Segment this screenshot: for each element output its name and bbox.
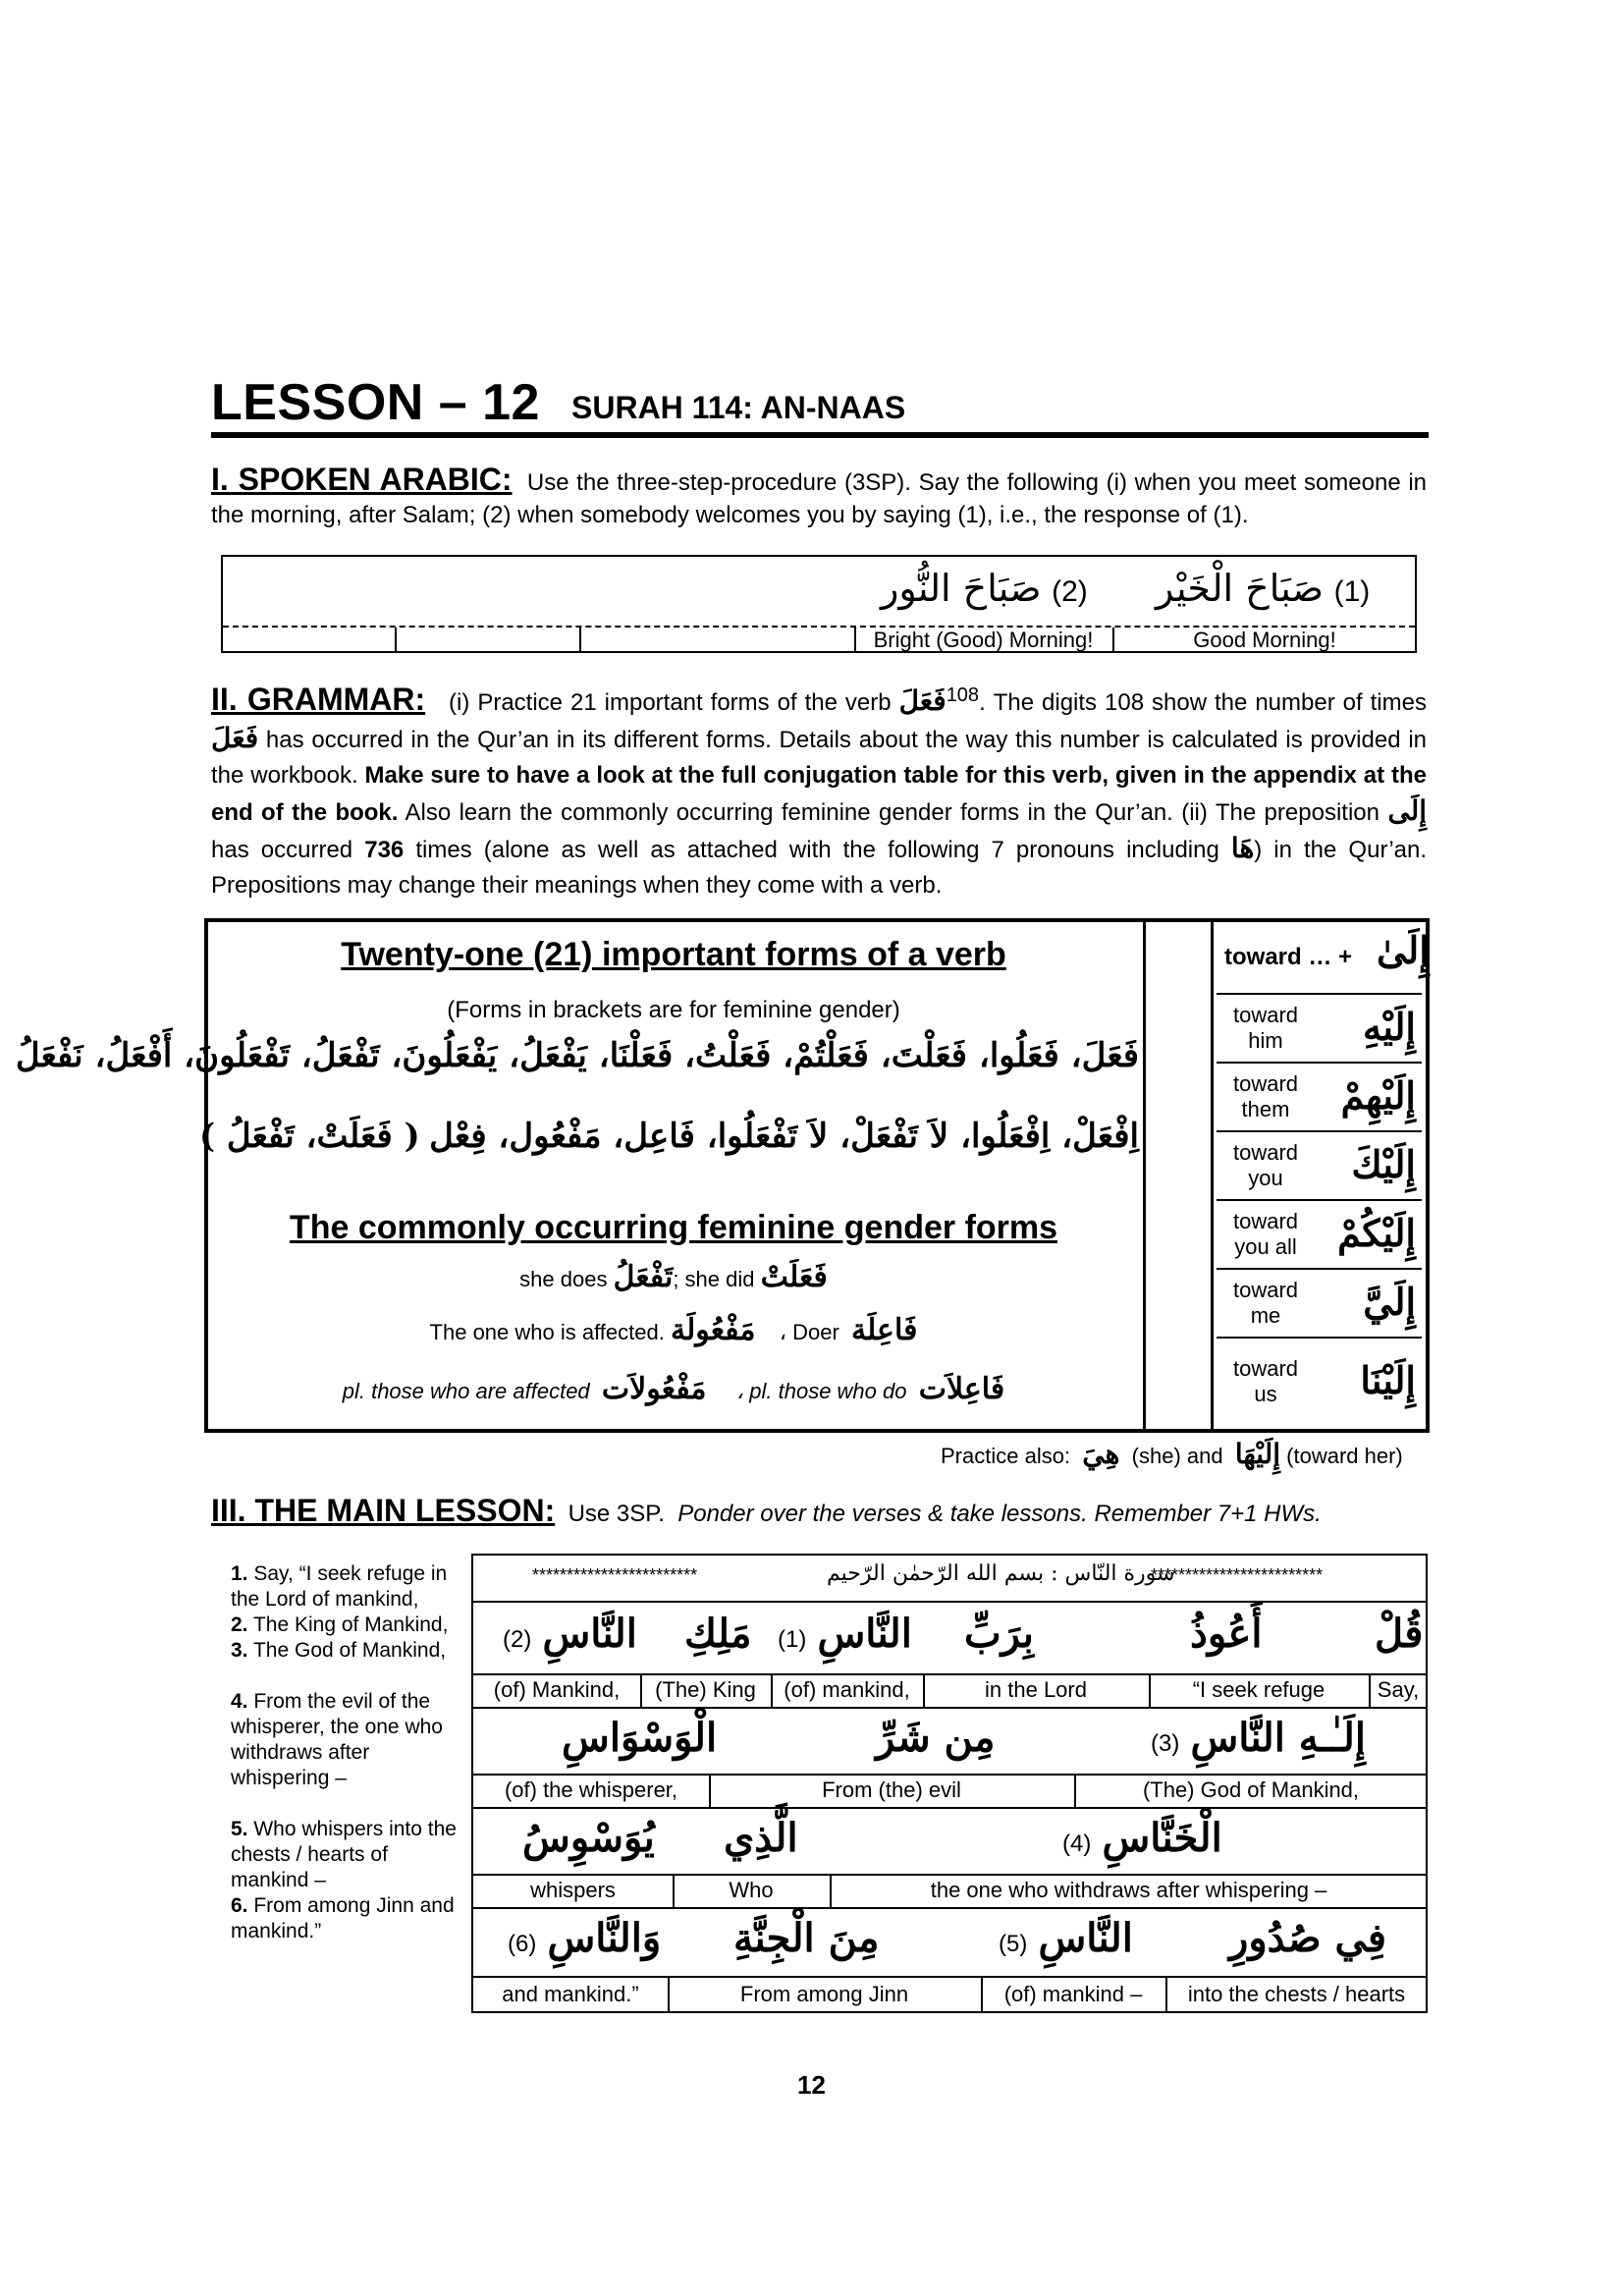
- prep-head-arabic: إِلَىٰ: [1377, 928, 1430, 972]
- lesson-title: LESSON – 12: [211, 374, 540, 431]
- verse-translation: Who: [729, 1878, 774, 1902]
- prep-arabic: إِلَيْنَا: [1360, 1358, 1416, 1402]
- verse-word: يُوَسْوِسُ: [522, 1815, 655, 1861]
- verse-translation: From (the) evil: [822, 1777, 961, 1802]
- prep-row-you-all: [1217, 1199, 1422, 1270]
- practice-she: (she) and: [1131, 1444, 1223, 1468]
- verse-word-numbered: (4) الْخَنَّاسِ: [1062, 1815, 1222, 1861]
- prep-arabic: إِلَيْهِمْ: [1340, 1073, 1416, 1118]
- practice-label: Practice also:: [941, 1444, 1071, 1468]
- pl-affected-arabic: مَفْعُولاَت: [601, 1372, 707, 1406]
- spoken-arabic-paragraph: [211, 464, 1427, 531]
- note-item: 4. From the evil of the whisperer, the one who withdraws after whispering –: [231, 1690, 443, 1789]
- box-divider: [1211, 922, 1214, 1429]
- verse-translation: in the Lord: [985, 1677, 1087, 1702]
- greeting-1-number: (1): [1333, 575, 1371, 608]
- verb-forms-box: [15, 918, 1430, 1433]
- greeting-2-arabic: صَبَاحَ النُّور: [881, 567, 1042, 610]
- note-item: 5. Who whispers into the chests / hearts of mankind –: [231, 1818, 457, 1891]
- verse-header-arabic: سورة النّاس : بسم الله الرّحمٰن الرّحيم: [827, 1561, 1175, 1586]
- grammar-heading: II. GRAMMAR:: [211, 682, 426, 717]
- prep-arabic: إِلَيْهِ: [1363, 1005, 1416, 1049]
- verse-translation: (of) the whisperer,: [504, 1777, 678, 1802]
- verse-header-stars-right: *************************: [1151, 1565, 1324, 1585]
- verse-word: مَلِكِ: [684, 1611, 752, 1657]
- note-item: 2. The King of Mankind,: [231, 1613, 449, 1636]
- pronoun-ha: هَا: [1230, 832, 1255, 864]
- spoken-arabic-table: [221, 555, 1417, 653]
- verse-header-stars-left: ************************: [532, 1565, 698, 1585]
- she-did-arabic: فَعَلَتْ: [760, 1260, 828, 1294]
- verse-word: أَعُوذُ: [1190, 1611, 1263, 1657]
- verse-word-numbered: (6) وَالنَّاسِ: [508, 1915, 662, 1961]
- verse-translation: and mankind.”: [502, 1982, 639, 2006]
- verse-translation: into the chests / hearts: [1187, 1982, 1406, 2006]
- verse-translation: the one who withdraws after whispering –: [930, 1878, 1327, 1902]
- verb-count: 108: [946, 684, 980, 706]
- prep-english: toward us: [1232, 1356, 1299, 1406]
- greeting-2-number: (2): [1052, 575, 1088, 608]
- header-rule: [211, 432, 1429, 438]
- affected-label: The one who is affected.: [429, 1320, 665, 1344]
- prep-arabic: إِلَيَّ: [1363, 1280, 1416, 1324]
- practice-toward-her: (toward her): [1286, 1444, 1403, 1468]
- table-line: [473, 1601, 1426, 1603]
- she-did-label: ; she did: [673, 1267, 755, 1291]
- pl-doer-label: ، pl. those who do: [736, 1379, 907, 1403]
- greeting-1-english: Good Morning!: [1193, 628, 1336, 652]
- prep-row-us: [1217, 1337, 1422, 1431]
- feminine-row-2: [208, 1313, 1139, 1347]
- verb-forms-title: Twenty-one (21) important forms of a verb: [341, 936, 1006, 973]
- prep-row-them: [1217, 1062, 1422, 1132]
- practice-hiya: هِيَ: [1082, 1438, 1120, 1470]
- verse-translation: whispers: [530, 1878, 616, 1902]
- prep-head-english: toward … +: [1224, 944, 1353, 970]
- verb-forms-line-2: [198, 1117, 1139, 1156]
- grammar-text-7: ) in the Qur’an. Prepositions may change their meanings when they come with a verb.: [211, 837, 1428, 899]
- feminine-row-1: [208, 1260, 1139, 1294]
- verse-word-numbered: (3) إِلَـٰـهِ النَّاسِ: [1151, 1715, 1366, 1761]
- greeting-1: [1156, 567, 1370, 611]
- spoken-arabic-heading: I. SPOKEN ARABIC:: [211, 462, 513, 497]
- verb-forms-subtitle: (Forms in brackets are for feminine gender): [447, 997, 900, 1023]
- verse-translation: (of) Mankind,: [493, 1677, 621, 1702]
- grammar-text-1: (i) Practice 21 important forms of the verb: [449, 689, 892, 716]
- note-item: 1. Say, “I seek refuge in the Lord of mankind,: [231, 1562, 448, 1611]
- verb-forms-line-2-feminine: ( فَعَلَتْ، تَفْعَلُ ): [198, 1117, 420, 1156]
- note-item: 6. From among Jinn and mankind.”: [231, 1894, 455, 1942]
- verse-word: مِن شَرِّ: [876, 1715, 996, 1761]
- grammar-text-4: Also learn the commonly occurring feminine gender forms in the Qur’an. (ii) The preposition: [405, 799, 1380, 826]
- verse-translation: Say,: [1377, 1677, 1420, 1702]
- verses-table: [471, 1554, 1428, 2013]
- prep-english: toward them: [1232, 1071, 1299, 1121]
- translation-notes: [231, 1561, 459, 1944]
- table-line: [473, 1976, 1426, 1978]
- greeting-1-arabic: صَبَاحَ الْخَيْر: [1156, 567, 1325, 610]
- verb-forms-line-1: فَعَلَ، فَعَلُوا، فَعَلْتَ، فَعَلْتُمْ، فَعَلْتُ، فَعَلْنَا، يَفْعَلُ، يَفْعَلُونَ، تَفْعَلُ، تَفْعَلُونَ، أَفْعَلُ، نَفْعَلُ: [15, 1036, 1139, 1075]
- prep-row-you: [1217, 1130, 1422, 1201]
- main-lesson-heading: III. THE MAIN LESSON:: [211, 1493, 556, 1528]
- verse-word-numbered: (1) النَّاسِ: [778, 1611, 912, 1657]
- table-divider: [395, 628, 397, 651]
- table-divider: [579, 628, 581, 651]
- verse-word-numbered: (5) النَّاسِ: [999, 1915, 1133, 1961]
- grammar-text-3: has occurred in the Qur’an in its different forms. Details about the way this number is calculated is provided in the workbook.: [211, 727, 1427, 789]
- she-does-arabic: تَفْعَلُ: [613, 1260, 674, 1294]
- prep-row-me: [1217, 1268, 1422, 1339]
- surah-title: SURAH 114: AN-NAAS: [571, 390, 906, 425]
- verse-word: الَّذِي: [724, 1815, 798, 1861]
- doer-arabic: فَاعِلَة: [851, 1313, 918, 1347]
- table-line: [473, 1707, 1426, 1709]
- verse-word: مِنَ الْجِنَّةِ: [733, 1915, 880, 1961]
- prep-row-him: [1217, 993, 1422, 1064]
- verse-word: الْوَسْوَاسِ: [562, 1715, 718, 1761]
- verse-word: فِي صُدُورِ: [1229, 1915, 1386, 1961]
- verb-fa3ala-inline: فَعَلَ: [211, 722, 259, 754]
- prep-english: toward you: [1232, 1140, 1299, 1190]
- prep-arabic: إِلَيْكَ: [1351, 1142, 1416, 1186]
- greeting-2: [881, 567, 1088, 611]
- grammar-text-6: times (alone as well as attached with the following 7 pronouns including: [415, 837, 1219, 863]
- feminine-row-3: [208, 1372, 1139, 1406]
- prep-english: toward you all: [1232, 1209, 1299, 1259]
- table-line: [473, 1807, 1426, 1809]
- verse-translation: (of) mankind –: [1003, 1982, 1143, 2006]
- preposition-ila: إِلَى: [1387, 794, 1428, 827]
- main-lesson-paragraph: [211, 1493, 1322, 1529]
- verse-translation: (The) God of Mankind,: [1142, 1777, 1360, 1802]
- preposition-count: 736: [364, 837, 405, 863]
- verse-translation: (of) mankind,: [784, 1677, 910, 1702]
- verb-forms-line-2-main: اِفْعَلْ، اِفْعَلُوا، لاَ تَفْعَلْ، لاَ تَفْعَلُوا، فَاعِل، مَفْعُول، فِعْل: [429, 1117, 1139, 1156]
- practice-also-line: [941, 1438, 1403, 1470]
- box-divider: [1143, 922, 1146, 1429]
- grammar-bold-note: Make sure to have a look at the full conjugation table for this verb, given in the appendix at the end of the book.: [211, 762, 1428, 826]
- practice-ilayha: إِلَيْهَا: [1234, 1438, 1281, 1470]
- prep-english: toward him: [1232, 1003, 1299, 1053]
- grammar-paragraph: [211, 678, 1427, 903]
- pl-doer-arabic: فَاعِلاَت: [918, 1372, 1005, 1406]
- feminine-forms-title: The commonly occurring feminine gender forms: [289, 1209, 1058, 1246]
- pl-affected-label: pl. those who are affected: [342, 1379, 590, 1403]
- main-lesson-intro: Use 3SP.: [568, 1501, 665, 1527]
- prep-english: toward me: [1232, 1278, 1299, 1328]
- verse-translation: From among Jinn: [739, 1982, 909, 2006]
- verse-translation: (The) King: [655, 1677, 756, 1702]
- spoken-arabic-text: Use the three-step-procedure (3SP). Say the following (i) when you meet someone in the morning, after Salam; (2) when somebody welcomes you by saying (1), i.e., the response of (1).: [211, 469, 1428, 528]
- verse-translation: “I seek refuge: [1192, 1677, 1325, 1702]
- grammar-text-2: . The digits 108 show the number of times: [979, 689, 1427, 716]
- table-line: [473, 1907, 1426, 1909]
- prep-arabic: إِلَيْكُمْ: [1337, 1211, 1416, 1255]
- greeting-2-english: Bright (Good) Morning!: [873, 628, 1094, 652]
- affected-arabic: مَفْعُولَة: [670, 1313, 756, 1347]
- verb-fa3ala: فَعَلَ: [898, 684, 947, 717]
- page-number: 12: [797, 2070, 826, 2100]
- main-lesson-instruction: Ponder over the verses & take lessons. Remember 7+1 HWs.: [677, 1501, 1322, 1527]
- note-item: 3. The God of Mankind,: [231, 1639, 447, 1662]
- verse-word: قُلْ: [1375, 1611, 1424, 1657]
- verse-word-numbered: (2) النَّاسِ: [503, 1611, 637, 1657]
- verse-word: بِرَبِّ: [964, 1611, 1034, 1657]
- doer-label: ، Doer: [779, 1320, 839, 1344]
- she-does-label: she does: [519, 1267, 608, 1291]
- grammar-text-5: has occurred: [211, 837, 353, 863]
